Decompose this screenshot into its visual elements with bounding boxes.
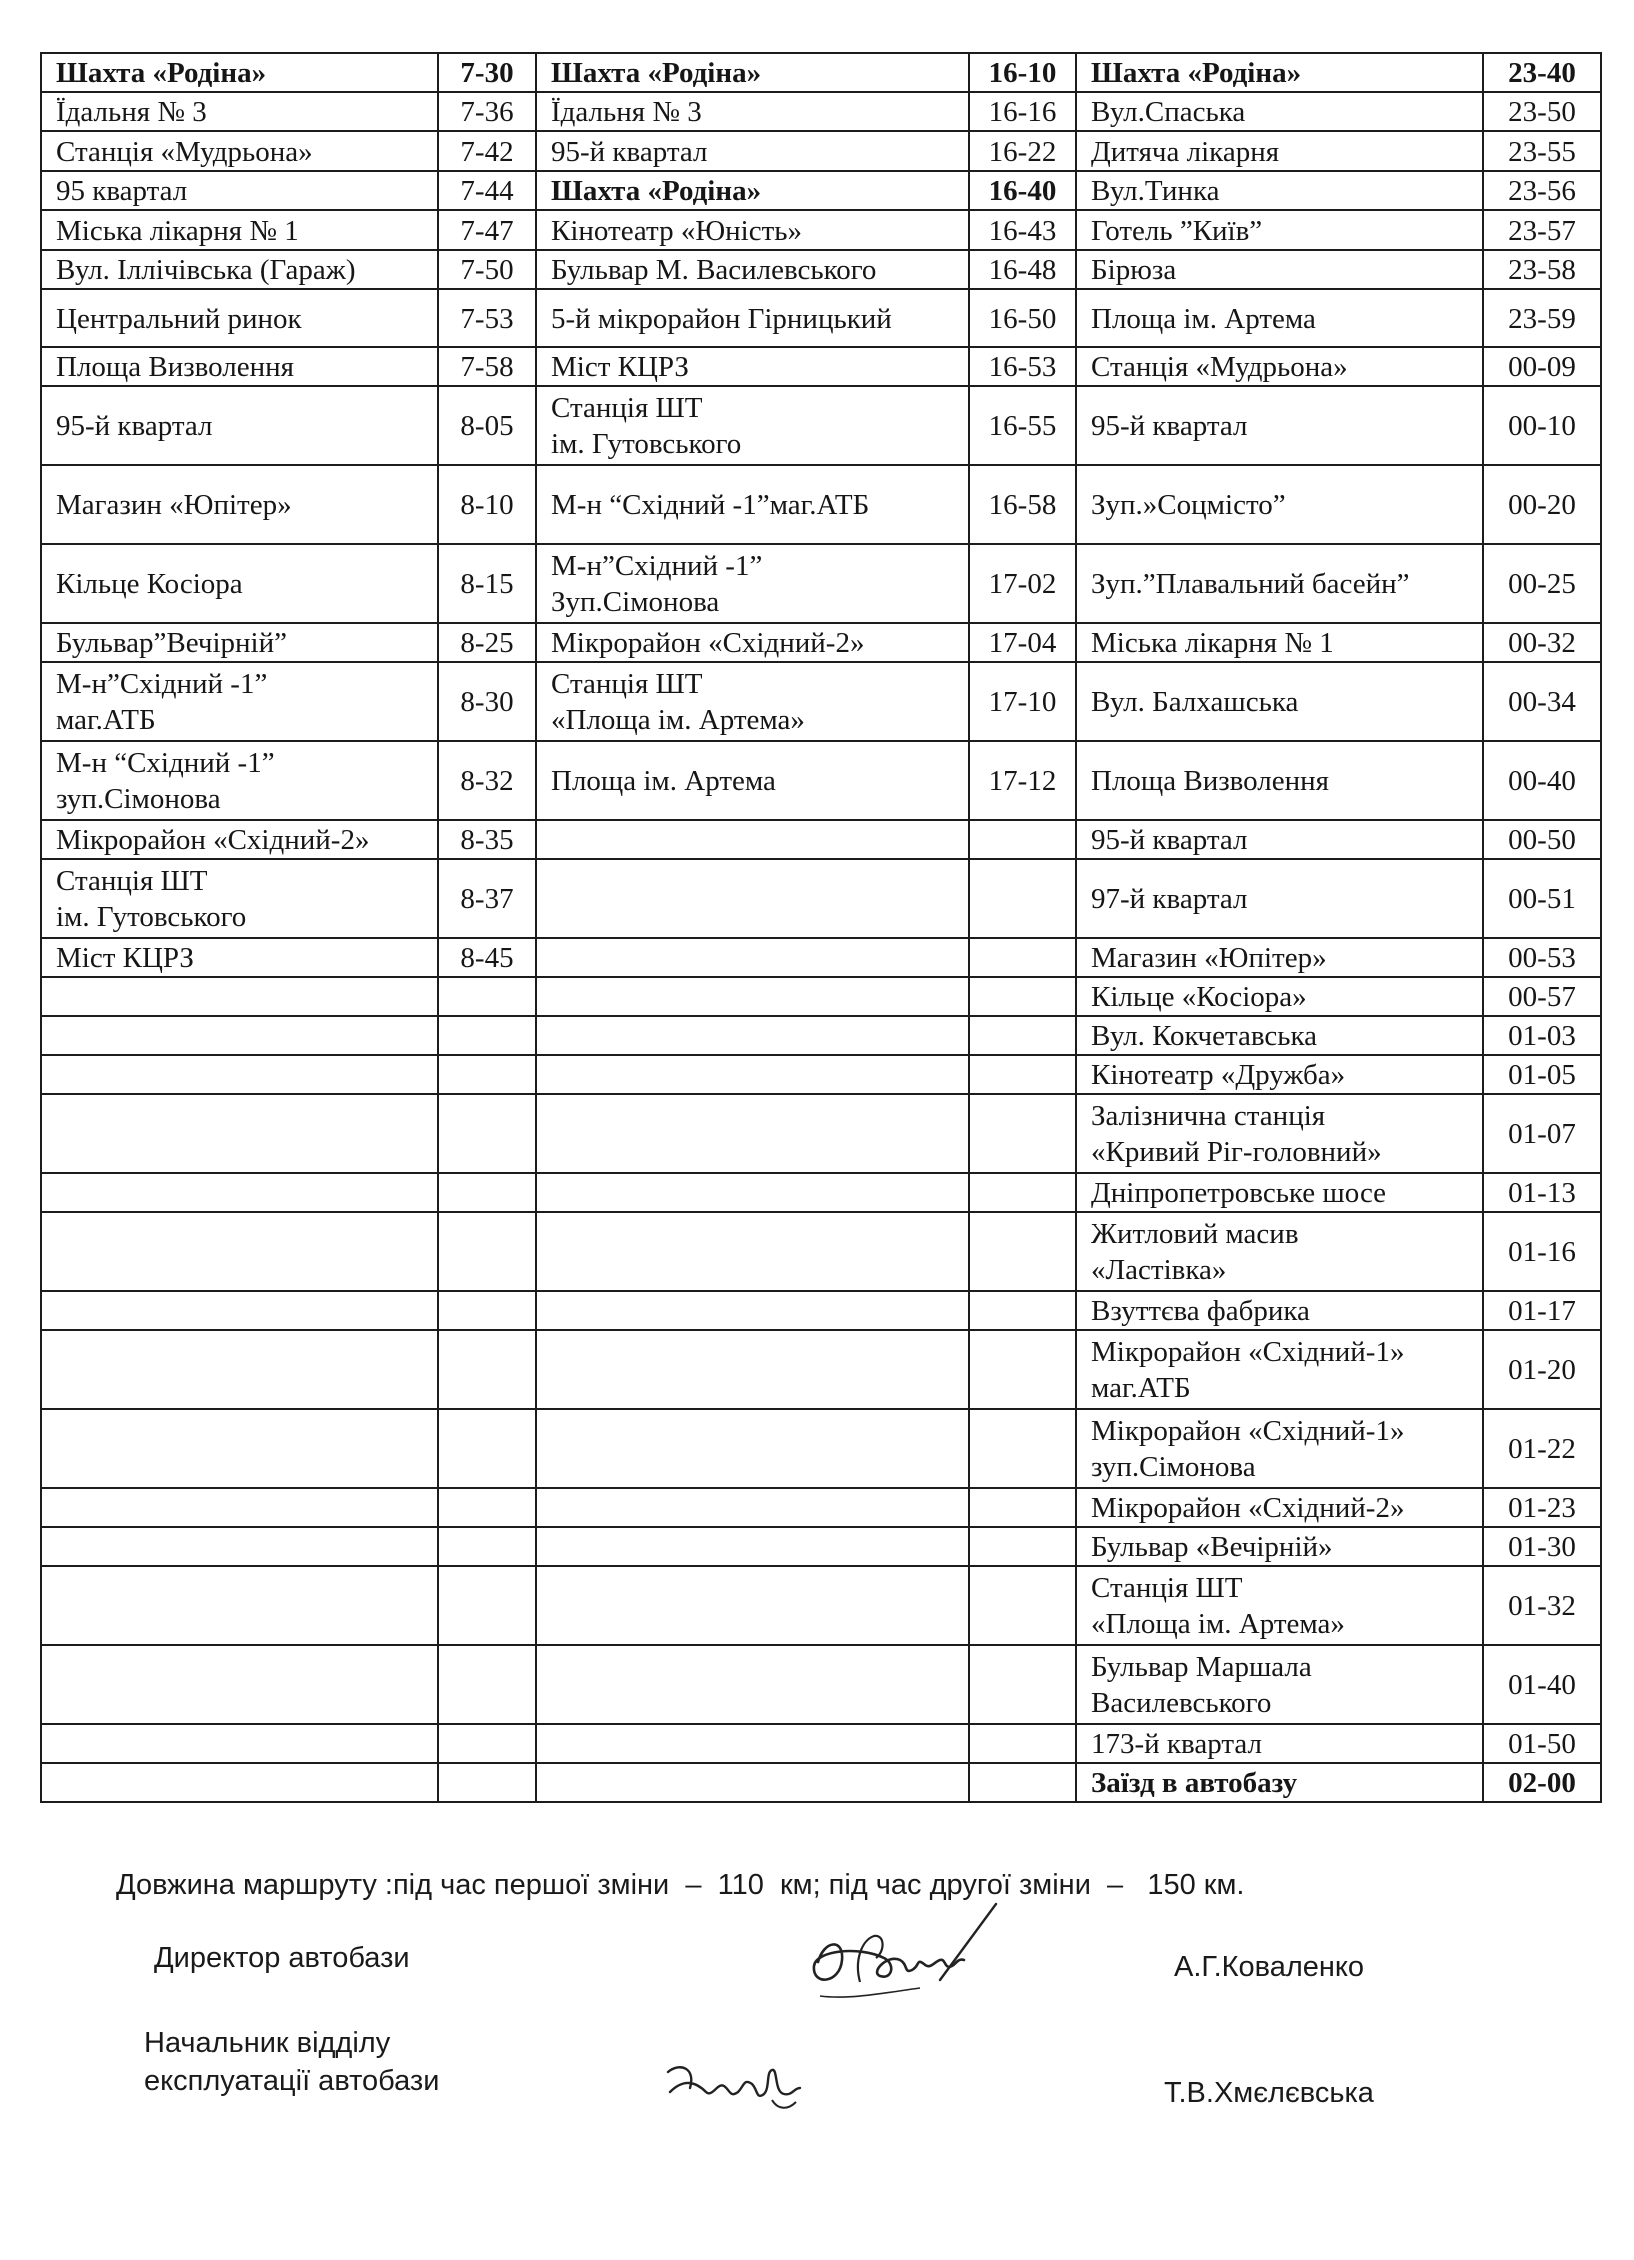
stop-time-cell: [438, 1566, 536, 1645]
stop-name-cell: Вул.Тинка: [1076, 171, 1483, 210]
stop-name-cell: Мікрорайон «Східний-2»: [1076, 1488, 1483, 1527]
stop-time-cell: [969, 1527, 1076, 1566]
stop-time-cell: [438, 1763, 536, 1802]
stop-name-cell: [536, 1763, 969, 1802]
stop-name-cell: 95-й квартал: [1076, 386, 1483, 465]
table-row: [41, 1645, 1601, 1724]
stop-time-cell: 8-35: [438, 820, 536, 859]
stop-time-cell: 02-00: [1483, 1763, 1601, 1802]
stop-name-cell: Бірюза: [1076, 250, 1483, 289]
stop-name-cell: [41, 1724, 438, 1763]
stop-name-cell: Станція «Мудрьона»: [1076, 347, 1483, 386]
stop-time-cell: [438, 1488, 536, 1527]
stop-time-cell: 00-40: [1483, 741, 1601, 820]
table-row: [41, 1173, 1601, 1212]
stop-name-cell: Дніпропетровське шосе: [1076, 1173, 1483, 1212]
stop-name-cell: Міст КЦРЗ: [41, 938, 438, 977]
stop-time-cell: 00-57: [1483, 977, 1601, 1016]
stop-time-cell: 01-17: [1483, 1291, 1601, 1330]
stop-name-cell: 97-й квартал: [1076, 859, 1483, 938]
stop-name-cell: [536, 1016, 969, 1055]
stop-name-cell: [41, 1055, 438, 1094]
stop-time-cell: [438, 1527, 536, 1566]
stop-name-cell: 173-й квартал: [1076, 1724, 1483, 1763]
stop-time-cell: [969, 1291, 1076, 1330]
stop-name-cell: М-н “Східний -1” зуп.Сімонова: [41, 741, 438, 820]
stop-time-cell: 16-40: [969, 171, 1076, 210]
stop-name-cell: Заїзд в автобазу: [1076, 1763, 1483, 1802]
stop-name-cell: Їдальня № 3: [41, 92, 438, 131]
chief-title-line2: експлуатації автобази: [144, 2065, 440, 2097]
stop-name-cell: Бульвар”Вечірній”: [41, 623, 438, 662]
stop-name-cell: Житловий масив «Ластівка»: [1076, 1212, 1483, 1291]
stop-time-cell: [438, 1409, 536, 1488]
table-row: [41, 938, 1601, 977]
stop-name-cell: [41, 1016, 438, 1055]
stop-time-cell: 01-13: [1483, 1173, 1601, 1212]
stop-time-cell: 8-45: [438, 938, 536, 977]
stop-time-cell: 01-40: [1483, 1645, 1601, 1724]
stop-time-cell: 8-30: [438, 662, 536, 741]
table-row: [41, 1212, 1601, 1291]
table-row: [41, 1527, 1601, 1566]
stop-time-cell: 00-53: [1483, 938, 1601, 977]
stop-time-cell: [438, 977, 536, 1016]
stop-time-cell: 16-53: [969, 347, 1076, 386]
chief-signature: [660, 2048, 820, 2118]
stop-name-cell: [41, 1409, 438, 1488]
stop-time-cell: 00-10: [1483, 386, 1601, 465]
stop-name-cell: Залізнична станція «Кривий Ріг-головний»: [1076, 1094, 1483, 1173]
stop-time-cell: 16-48: [969, 250, 1076, 289]
table-row: [41, 53, 1601, 92]
table-row: [41, 1488, 1601, 1527]
stop-time-cell: 16-55: [969, 386, 1076, 465]
stop-time-cell: [438, 1094, 536, 1173]
stop-name-cell: [536, 938, 969, 977]
stop-name-cell: Станція ШТ ім. Гутовського: [41, 859, 438, 938]
stop-name-cell: [41, 1566, 438, 1645]
stop-name-cell: [536, 1724, 969, 1763]
stop-name-cell: Площа Визволення: [1076, 741, 1483, 820]
stop-name-cell: Шахта «Родіна»: [536, 171, 969, 210]
table-row: [41, 1094, 1601, 1173]
route-length-note: Довжина маршруту :під час першої зміни – 110 км; під час другої зміни – 150 км.: [116, 1869, 1245, 1901]
stop-name-cell: [536, 1212, 969, 1291]
stop-time-cell: 01-16: [1483, 1212, 1601, 1291]
stop-name-cell: [41, 1094, 438, 1173]
stop-name-cell: Міська лікарня № 1: [41, 210, 438, 250]
stop-time-cell: 16-16: [969, 92, 1076, 131]
stop-time-cell: [969, 1016, 1076, 1055]
table-row: [41, 544, 1601, 623]
stop-name-cell: [536, 1330, 969, 1409]
table-row: [41, 92, 1601, 131]
stop-name-cell: [536, 1645, 969, 1724]
stop-name-cell: [536, 859, 969, 938]
stop-time-cell: [969, 1724, 1076, 1763]
table-row: [41, 623, 1601, 662]
stop-name-cell: Шахта «Родіна»: [41, 53, 438, 92]
stop-name-cell: Вул. Балхашська: [1076, 662, 1483, 741]
stop-name-cell: 95-й квартал: [41, 386, 438, 465]
stop-name-cell: Вул.Спаська: [1076, 92, 1483, 131]
stop-time-cell: 23-55: [1483, 131, 1601, 171]
table-row: [41, 347, 1601, 386]
stop-time-cell: [438, 1173, 536, 1212]
stop-name-cell: [41, 1291, 438, 1330]
stop-time-cell: 23-40: [1483, 53, 1601, 92]
chief-title-line1: Начальник відділу: [144, 2027, 391, 2059]
table-row: [41, 210, 1601, 250]
stop-time-cell: 01-20: [1483, 1330, 1601, 1409]
stop-time-cell: 7-44: [438, 171, 536, 210]
stop-name-cell: 5-й мікрорайон Гірницький: [536, 289, 969, 347]
stop-name-cell: [41, 1173, 438, 1212]
stop-time-cell: [438, 1330, 536, 1409]
table-row: [41, 741, 1601, 820]
stop-name-cell: Площа Визволення: [41, 347, 438, 386]
stop-time-cell: [969, 1055, 1076, 1094]
stop-time-cell: 23-56: [1483, 171, 1601, 210]
stop-time-cell: [969, 1330, 1076, 1409]
stop-name-cell: М-н”Східний -1” маг.АТБ: [41, 662, 438, 741]
stop-time-cell: 00-20: [1483, 465, 1601, 544]
stop-time-cell: 8-32: [438, 741, 536, 820]
stop-time-cell: [969, 1212, 1076, 1291]
stop-name-cell: [536, 1291, 969, 1330]
stop-time-cell: [438, 1645, 536, 1724]
table-row: [41, 386, 1601, 465]
stop-time-cell: 00-50: [1483, 820, 1601, 859]
stop-name-cell: Міст КЦРЗ: [536, 347, 969, 386]
table-row: [41, 1055, 1601, 1094]
stop-time-cell: 23-50: [1483, 92, 1601, 131]
stop-time-cell: 17-04: [969, 623, 1076, 662]
stop-time-cell: [969, 1094, 1076, 1173]
stop-time-cell: [969, 938, 1076, 977]
stop-time-cell: 8-15: [438, 544, 536, 623]
director-name: А.Г.Коваленко: [1174, 1951, 1365, 1983]
stop-time-cell: [969, 1488, 1076, 1527]
stop-name-cell: [41, 1527, 438, 1566]
stop-name-cell: [536, 1409, 969, 1488]
stop-time-cell: 01-22: [1483, 1409, 1601, 1488]
stop-name-cell: Мікрорайон «Східний-1» маг.АТБ: [1076, 1330, 1483, 1409]
table-row: [41, 289, 1601, 347]
stop-name-cell: Мікрорайон «Східний-1» зуп.Сімонова: [1076, 1409, 1483, 1488]
stop-time-cell: [969, 1173, 1076, 1212]
stop-name-cell: [41, 1763, 438, 1802]
table-row: [41, 1409, 1601, 1488]
stop-time-cell: [969, 1763, 1076, 1802]
stop-time-cell: 01-07: [1483, 1094, 1601, 1173]
stop-time-cell: [969, 1645, 1076, 1724]
table-row: [41, 1763, 1601, 1802]
stop-name-cell: [41, 1212, 438, 1291]
route-schedule-table: [40, 52, 1602, 1803]
stop-time-cell: 01-05: [1483, 1055, 1601, 1094]
table-row: [41, 131, 1601, 171]
stop-time-cell: 00-51: [1483, 859, 1601, 938]
stop-name-cell: Вул. Іллічівська (Гараж): [41, 250, 438, 289]
stop-time-cell: 00-09: [1483, 347, 1601, 386]
stop-time-cell: 16-22: [969, 131, 1076, 171]
table-row: [41, 465, 1601, 544]
stop-time-cell: 01-23: [1483, 1488, 1601, 1527]
stop-name-cell: Магазин «Юпітер»: [1076, 938, 1483, 977]
stop-name-cell: 95-й квартал: [1076, 820, 1483, 859]
stop-name-cell: Бульвар М. Василевського: [536, 250, 969, 289]
stop-name-cell: М-н “Східний -1”маг.АТБ: [536, 465, 969, 544]
stop-time-cell: 7-58: [438, 347, 536, 386]
stop-name-cell: Шахта «Родіна»: [536, 53, 969, 92]
stop-time-cell: 01-30: [1483, 1527, 1601, 1566]
stop-name-cell: Зуп.”Плавальний басейн”: [1076, 544, 1483, 623]
stop-name-cell: Кінотеатр «Юність»: [536, 210, 969, 250]
stop-name-cell: [41, 1645, 438, 1724]
stop-time-cell: 8-25: [438, 623, 536, 662]
stop-name-cell: Дитяча лікарня: [1076, 131, 1483, 171]
stop-name-cell: Їдальня № 3: [536, 92, 969, 131]
stop-name-cell: Станція ШТ «Площа ім. Артема»: [536, 662, 969, 741]
stop-name-cell: Кільце «Косіора»: [1076, 977, 1483, 1016]
stop-name-cell: Площа ім. Артема: [1076, 289, 1483, 347]
table-row: [41, 1330, 1601, 1409]
stop-name-cell: [536, 1566, 969, 1645]
stop-time-cell: 7-36: [438, 92, 536, 131]
stop-time-cell: 01-50: [1483, 1724, 1601, 1763]
stop-name-cell: [536, 977, 969, 1016]
table-row: [41, 1016, 1601, 1055]
stop-name-cell: Готель ”Київ”: [1076, 210, 1483, 250]
stop-name-cell: Станція ШТ ім. Гутовського: [536, 386, 969, 465]
stop-time-cell: [438, 1724, 536, 1763]
stop-name-cell: [41, 1330, 438, 1409]
table-row: [41, 859, 1601, 938]
stop-time-cell: 16-50: [969, 289, 1076, 347]
stop-time-cell: 23-57: [1483, 210, 1601, 250]
stop-time-cell: 00-25: [1483, 544, 1601, 623]
stop-name-cell: Мікрорайон «Східний-2»: [536, 623, 969, 662]
stop-time-cell: [969, 1566, 1076, 1645]
stop-time-cell: 00-32: [1483, 623, 1601, 662]
director-title: Директор автобази: [154, 1942, 410, 1974]
table-row: [41, 1291, 1601, 1330]
table-row: [41, 977, 1601, 1016]
stop-name-cell: 95-й квартал: [536, 131, 969, 171]
stop-time-cell: 16-43: [969, 210, 1076, 250]
stop-name-cell: [536, 1094, 969, 1173]
stop-name-cell: [536, 1173, 969, 1212]
stop-name-cell: [536, 1055, 969, 1094]
stop-time-cell: [438, 1212, 536, 1291]
stop-name-cell: Станція «Мудрьона»: [41, 131, 438, 171]
table-row: [41, 1566, 1601, 1645]
stop-name-cell: Кільце Косіора: [41, 544, 438, 623]
director-signature: [800, 1900, 1020, 2010]
stop-time-cell: 01-03: [1483, 1016, 1601, 1055]
table-row: [41, 171, 1601, 210]
stop-name-cell: Центральний ринок: [41, 289, 438, 347]
stop-name-cell: Взуттєва фабрика: [1076, 1291, 1483, 1330]
stop-time-cell: 16-10: [969, 53, 1076, 92]
stop-name-cell: Міська лікарня № 1: [1076, 623, 1483, 662]
stop-name-cell: [536, 1527, 969, 1566]
stop-time-cell: 8-05: [438, 386, 536, 465]
stop-name-cell: М-н”Східний -1” Зуп.Сімонова: [536, 544, 969, 623]
stop-time-cell: 7-42: [438, 131, 536, 171]
stop-time-cell: 7-47: [438, 210, 536, 250]
stop-time-cell: 01-32: [1483, 1566, 1601, 1645]
stop-name-cell: Зуп.»Соцмісто”: [1076, 465, 1483, 544]
stop-time-cell: 8-10: [438, 465, 536, 544]
stop-name-cell: [536, 820, 969, 859]
stop-name-cell: [41, 977, 438, 1016]
stop-name-cell: Станція ШТ «Площа ім. Артема»: [1076, 1566, 1483, 1645]
stop-time-cell: 17-02: [969, 544, 1076, 623]
stop-time-cell: 7-53: [438, 289, 536, 347]
stop-name-cell: Мікрорайон «Східний-2»: [41, 820, 438, 859]
stop-time-cell: 8-37: [438, 859, 536, 938]
stop-name-cell: Кінотеатр «Дружба»: [1076, 1055, 1483, 1094]
stop-time-cell: 17-12: [969, 741, 1076, 820]
stop-name-cell: [536, 1488, 969, 1527]
stop-time-cell: 16-58: [969, 465, 1076, 544]
stop-name-cell: Бульвар «Вечірній»: [1076, 1527, 1483, 1566]
table-row: [41, 1724, 1601, 1763]
stop-time-cell: 7-50: [438, 250, 536, 289]
chief-name: Т.В.Хмєлєвська: [1164, 2077, 1374, 2109]
stop-name-cell: [41, 1488, 438, 1527]
table-row: [41, 820, 1601, 859]
stop-time-cell: [969, 977, 1076, 1016]
stop-name-cell: Площа ім. Артема: [536, 741, 969, 820]
stop-name-cell: Вул. Кокчетавська: [1076, 1016, 1483, 1055]
stop-time-cell: [438, 1291, 536, 1330]
stop-time-cell: [438, 1016, 536, 1055]
stop-name-cell: 95 квартал: [41, 171, 438, 210]
stop-time-cell: 00-34: [1483, 662, 1601, 741]
stop-time-cell: 23-59: [1483, 289, 1601, 347]
stop-time-cell: 7-30: [438, 53, 536, 92]
table-row: [41, 662, 1601, 741]
stop-time-cell: 17-10: [969, 662, 1076, 741]
stop-name-cell: Шахта «Родіна»: [1076, 53, 1483, 92]
stop-name-cell: Магазин «Юпітер»: [41, 465, 438, 544]
stop-time-cell: [969, 1409, 1076, 1488]
stop-time-cell: 23-58: [1483, 250, 1601, 289]
stop-time-cell: [969, 820, 1076, 859]
stop-time-cell: [969, 859, 1076, 938]
table-row: [41, 250, 1601, 289]
stop-name-cell: Бульвар Маршала Василевського: [1076, 1645, 1483, 1724]
stop-time-cell: [438, 1055, 536, 1094]
